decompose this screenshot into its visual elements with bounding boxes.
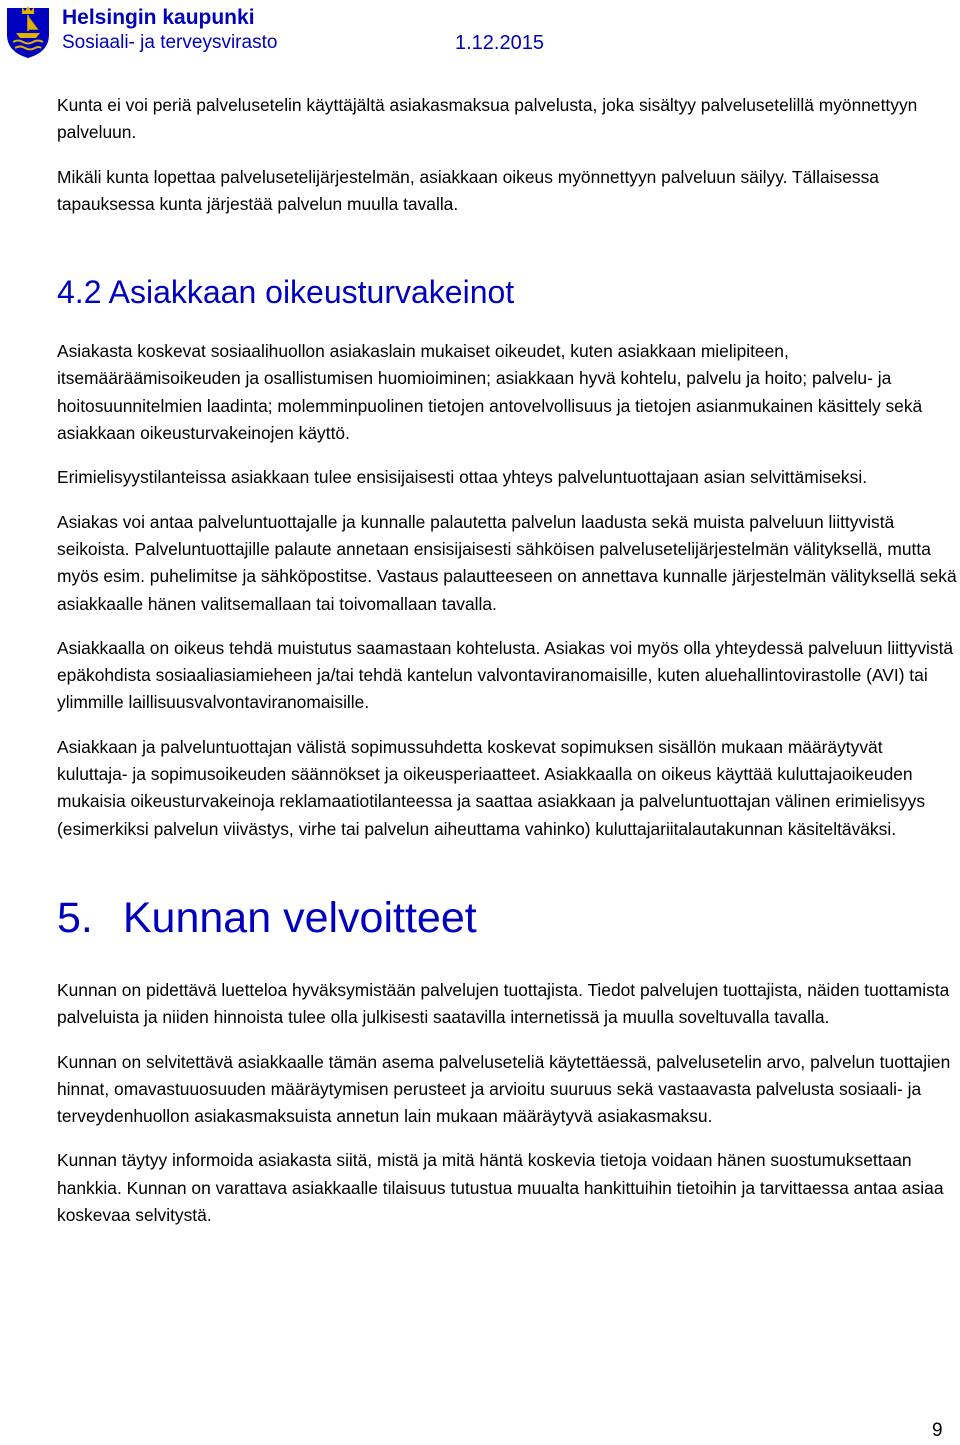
- paragraph: Kunnan on pidettävä luetteloa hyväksymistään palvelujen tuottajista. Tiedot palvelujen tuottajista, näiden tuottamista palveluista ja niiden hinnoista tulee olla julkisesti saatavilla internetissä ja muulla soveltuvalla tavalla.: [57, 979, 950, 1028]
- section-number: 5.: [57, 893, 93, 942]
- paragraph: Kunta ei voi periä palvelusetelin käyttäjältä asiakasmaksua palvelusta, joka sisältyy palvelusetelillä myönnettyyn palveluun.: [57, 95, 918, 143]
- paragraph: Asiakkaan ja palveluntuottajan välistä sopimussuhdetta koskevat sopimuksen sisällön mukaan määräytyvät kuluttaja- ja sopimusoikeuden säännökset ja oikeusperiaatteet. Asiakkaalla on oikeus käyttää kuluttajaoikeuden mukaisia oikeusturvakeinoja reklamaatiotilanteessa ja saattaa asiakkaan ja palveluntuottajan välinen erimielisyys (esimerkiksi palvelun viivästys, virhe tai palvelun aiheuttama vahinko) kuluttajariitalautakunnan käsiteltäväksi.: [57, 736, 926, 839]
- page-header: [0, 0, 960, 70]
- document-date: 1.12.2015: [455, 32, 544, 54]
- section-heading-5: [57, 891, 957, 945]
- section-title: Kunnan velvoitteet: [122, 893, 477, 942]
- organization-unit: Sosiaali- ja terveysvirasto: [62, 32, 278, 53]
- page-number: 9: [932, 1420, 943, 1441]
- paragraph: Asiakkaalla on oikeus tehdä muistutus saamastaan kohtelusta. Asiakas voi myös olla yhteydessä palveluun liittyvistä epäkohdista sosiaaliasiamieheen ja/tai tehdä kantelun valvontaviranomaisille, kuten aluehallintovirastolle (AVI) tai ylimmille laillisuusvalvontaviranomaisille.: [57, 637, 954, 713]
- helsinki-crest-icon: [4, 5, 52, 59]
- organization-name: Helsingin kaupunki: [62, 6, 255, 29]
- paragraph: Kunnan täytyy informoida asiakasta siitä, mistä ja mitä häntä koskevia tietoja voidaan hänen suostumuksettaan hankkia. Kunnan on varattava asiakkaalle tilaisuus tutustua muualta hankittuihin tietoihin ja tarvittaessa antaa asiaa koskevaa selvitystä.: [57, 1150, 944, 1226]
- paragraph: Mikäli kunta lopettaa palvelusetelijärjestelmän, asiakkaan oikeus myönnettyyn palveluun säilyy. Tällaisessa tapauksessa kunta järjestää palvelun muulla tavalla.: [57, 166, 879, 214]
- paragraph: Asiakas voi antaa palveluntuottajalle ja kunnalle palautetta palvelun laadusta sekä muista palveluun liittyvistä seikoista. Palveluntuottajille palaute annetaan ensisijaisesti sähköisen palvelusetelijärjestelmän välityksellä, mutta myös esim. puhelimitse ja sähköpostitse. Vastaus palautteeseen on annettava kunnalle järjestelmän välityksellä sekä asiakkaalle hänen valitsemallaan tai toivomallaan tavalla.: [57, 511, 957, 614]
- document-body: [57, 92, 957, 1229]
- paragraph: Asiakasta koskevat sosiaalihuollon asiakaslain mukaiset oikeudet, kuten asiakkaan mielipiteen, itsemääräämisoikeuden ja osallistumisen huomioiminen; asiakkaan hyvä kohtelu, palvelu ja hoito; palvelu- ja hoitosuunnitelmien laadinta; molemminpuolinen tietojen antovelvollisuus ja tietojen asianmukainen käsittely sekä asiakkaan oikeusturvakeinojen käyttö.: [57, 341, 923, 444]
- paragraph: Erimielisyystilanteissa asiakkaan tulee ensisijaisesti ottaa yhteys palveluntuottajaan asian selvittämiseksi.: [57, 467, 868, 488]
- paragraph: Kunnan on selvitettävä asiakkaalle tämän asema palveluseteliä käytettäessä, palvelusetelin arvo, palvelun tuottajien hinnat, omavastuuosuuden määräytymisen perusteet ja arvioitu suuruus sekä vastaavasta palvelusta sosiaali- ja terveydenhuollon asiakasmaksuista annetun lain mukaan määräytyvä asiakasmaksu.: [57, 1051, 951, 1127]
- section-heading-4-2: 4.2 Asiakkaan oikeusturvakeinot: [57, 274, 515, 311]
